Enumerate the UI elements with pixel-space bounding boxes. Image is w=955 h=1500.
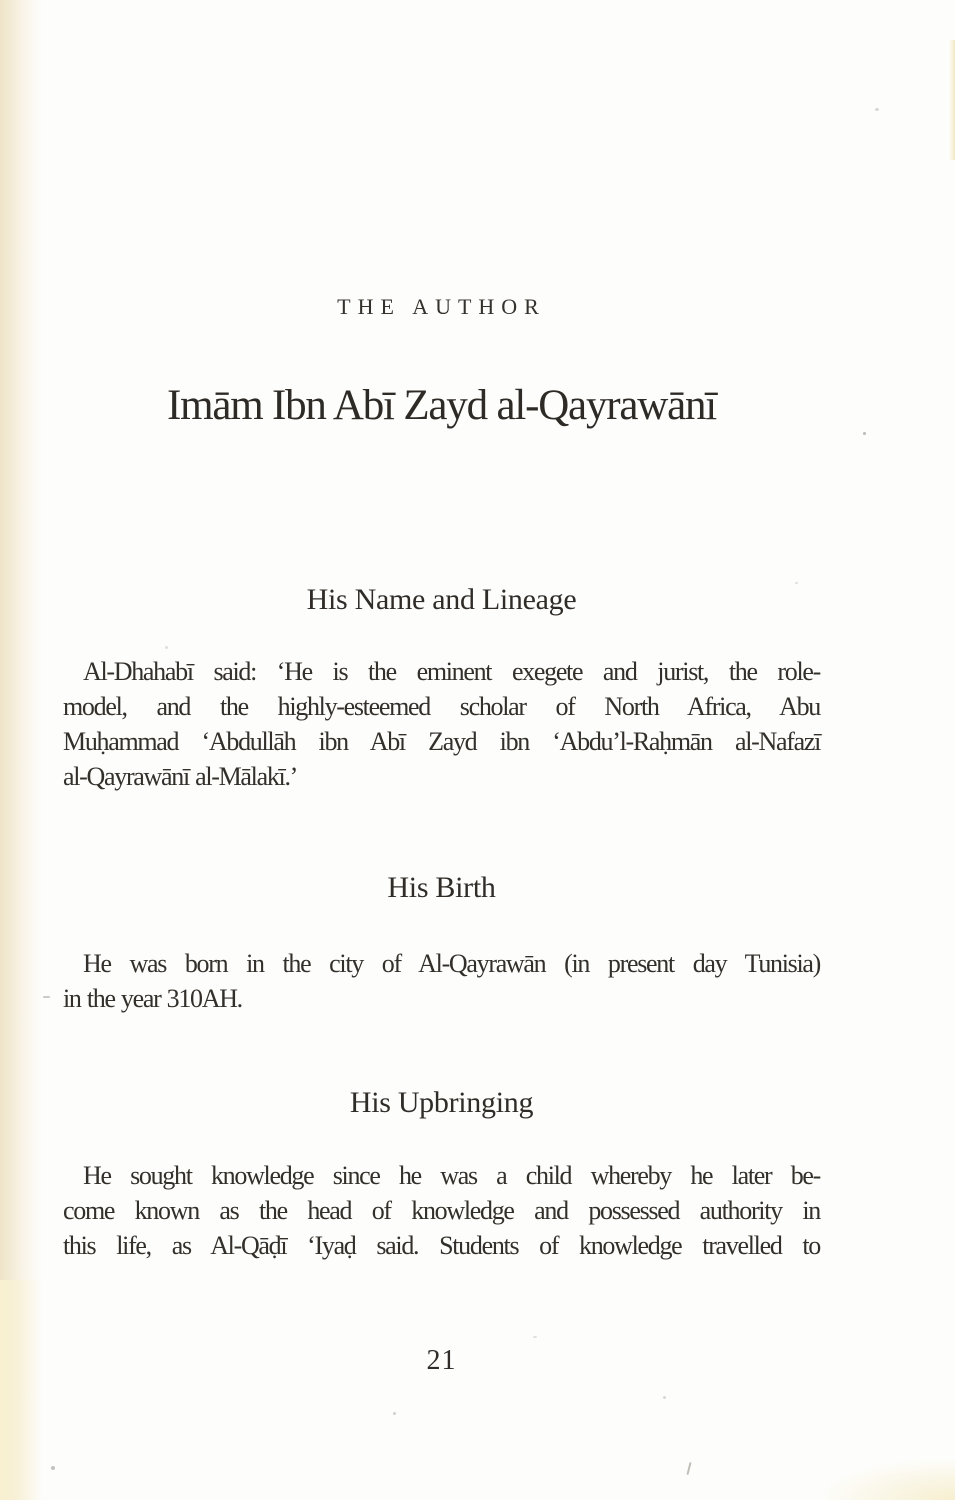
scan-speck [393,1412,396,1415]
section-heading-birth: His Birth [387,871,496,904]
paragraph-upbringing [63,1158,820,1263]
page-right-edge-shading [949,40,955,160]
scan-speck [43,996,50,998]
scan-speck [795,582,798,584]
paragraph-line: this life, as Al-Qāḍī ‘Iyaḍ said. Students of knowledge travelled to [63,1231,820,1260]
section-heading-name-and-lineage: His Name and Lineage [306,583,577,616]
page-bottom-right-corner-shading [825,1460,955,1500]
paragraph-line: Muḥammad ‘Abdullāh ibn Abī Zayd ibn ‘Abdu’l-Raḥmān al-Nafazī [63,727,820,756]
page-number: 21 [426,1345,457,1376]
paragraph-line: He was born in the city of Al-Qayrawān (in present day Tunisia) [83,949,820,978]
section-heading-upbringing: His Upbringing [349,1086,534,1119]
paragraph-line: come known as the head of knowledge and possessed authority in [63,1196,820,1225]
scan-speck [875,108,879,111]
chapter-kicker: THE AUTHOR [337,294,546,319]
scan-speck [533,1336,537,1338]
paragraph-birth [63,946,820,1016]
paragraph-line: in the year 310AH. [63,984,242,1013]
paragraph-line: He sought knowledge since he was a child whereby he later be- [83,1161,820,1190]
scan-speck [51,1466,55,1470]
paragraph-name-and-lineage [63,654,820,794]
paragraph-line: Al-Dhahabī said: ‘He is the eminent exegete and jurist, the role- [83,657,820,686]
paragraph-line: al-Qayrawānī al-Mālakī.’ [63,762,298,791]
chapter-title: Imām Ibn Abī Zayd al-Qayrawānī [166,382,717,429]
scan-speck [165,646,168,649]
scan-hair-mark [686,1462,691,1475]
scan-speck [663,1396,666,1399]
scan-speck [863,432,866,435]
paragraph-line: model, and the highly-esteemed scholar of North Africa, Abu [63,692,820,721]
page-left-edge-shading [0,0,42,1500]
